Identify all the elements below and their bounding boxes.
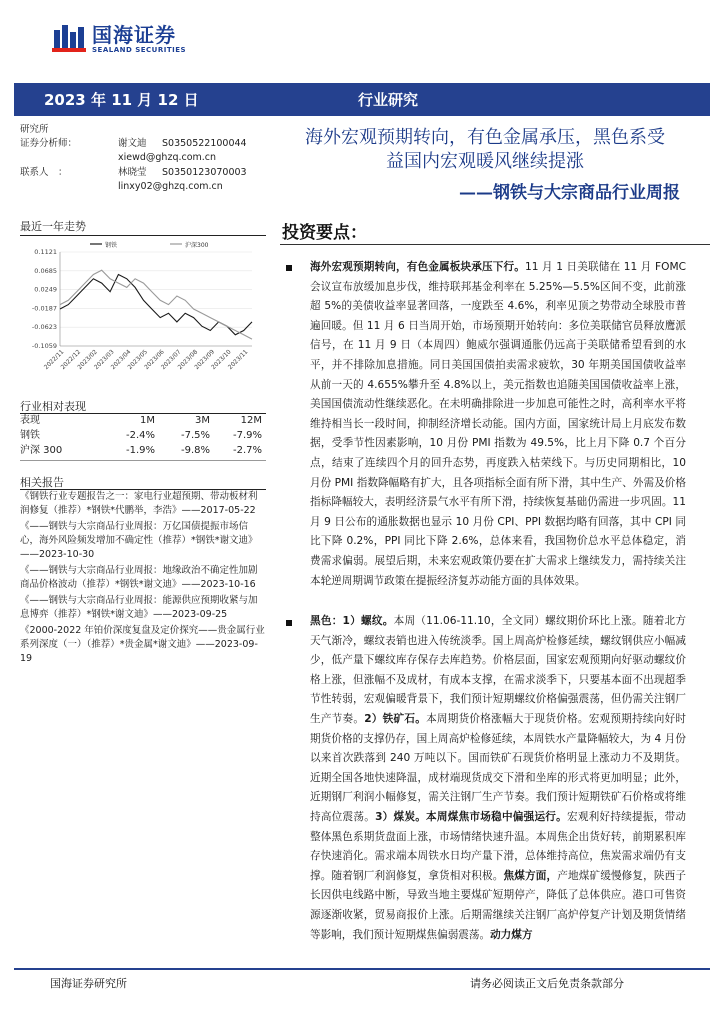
x-tick-label: 2023/08 — [176, 348, 200, 372]
perf-cell: -7.5% — [180, 430, 210, 441]
y-tick-label: 0.0249 — [34, 285, 57, 294]
perf-header-row — [20, 413, 266, 428]
x-tick-label: 2023/06 — [143, 348, 166, 372]
x-tick-label: 2023/05 — [126, 348, 150, 372]
x-tick-label: 2023/04 — [109, 348, 133, 372]
logo-cn-text: 国海证券 — [92, 22, 176, 47]
perf-cell: -7.9% — [232, 430, 262, 441]
company-logo — [52, 22, 186, 56]
trend-label: 最近一年走势 — [20, 220, 86, 233]
series-line-steel — [60, 275, 252, 335]
perf-cell: 沪深 300 — [20, 445, 63, 456]
bullet-icon — [286, 620, 292, 626]
analyst-name: 谢文迪 — [118, 138, 147, 149]
perf-row-steel — [20, 428, 266, 443]
report-subtitle: ——钢铁与大宗商品行业周报 — [459, 183, 680, 203]
y-tick-label: 0.1121 — [34, 248, 57, 256]
header-band — [14, 83, 710, 116]
y-tick-label: -0.0623 — [31, 323, 57, 332]
perf-header-cell: 表现 — [20, 415, 40, 426]
reports-label: 相关报告 — [20, 476, 64, 489]
report-date: 2023 年 11 月 12 日 — [44, 91, 199, 109]
y-tick-label: -0.0187 — [31, 304, 57, 313]
analyst-email[interactable]: xiewd@ghzq.com.cn — [118, 152, 217, 163]
perf-row-csi300 — [20, 443, 266, 458]
key-point-body: 本周期货价格涨幅大于现货价格。宏观预期持续向好时期货价格的支撑仍存，国上周高炉检修延续，本周铁水产量降幅较大，为 4 月份以来首次跌落到 240 万吨以下。国而铁矿石现货价格明显上涨动力不及期货。近期全国各地快速降温，成材端现货成交下滑和坐库的形式将更加明显；此外，近期钢厂利润小幅修复，需关注钢厂生产节奏。我们预计短期铁矿石价格或将维持高位震荡。 — [310, 712, 687, 823]
footer-divider — [14, 968, 710, 970]
logo-en-text: SEALAND SECURITIES — [92, 45, 187, 54]
report-category: 行业研究 — [358, 91, 419, 109]
footer-institute: 国海证券研究所 — [50, 977, 127, 990]
report-link[interactable]: 《——钢铁与大宗商品行业周报：万亿国债提振市场信心，海外风险频发增加不确定性（推荐）*钢铁*谢文迪》——2023-10-30 — [20, 521, 258, 560]
key-point-body: 11 月 1 日美联储在 11 月 FOMC 会议宣布放缓加息步伐，维持联邦基金利率在 5.25%—5.5%区间不变，此前涨超 5%的美债收益率显著回落，一度跌至 4.6%，利率见顶之势带动全球股市普遍回暖。但 11 月 6 日当周开始，市场预期开始转向：多位美联储官员释放鹰派信号，在 11 月 9 日（本周四）鲍威尔强调通胀仍远高于美联储希望看到的水平，并不排除加息措施。同日美国国债拍卖需求疲软，30 年期美国国债收益率从前一天的 4.655%攀升至 4.8%以上，美元指数也追随美国国债收益率上涨，美国国债流动性继续恶化。在未明确排除进一步加息可能性之时，高利率水平将维持相当长一段时间，抑制经济增长动能。国内方面，国家统计局上月底发布数据，受季节性因素影响，10 月份 PMI 指数为 49.5%，比上月下降 0.7 个百分点，结束了连续四个月的回升态势，再度跌入枯荣线下。与历史同期相比，10 月份 PMI 指数降幅略有扩大，且各项指标全面有所下滑，其中生产、外需及价格指标降幅较大，表明经济景气水平有所下滑，持续恢复基础仍需进一步巩固。11 月 9 日公布的通胀数据也显示 10 月份 CPI、PPI 数据均略有回落，其中 CPI 同比下降 0.2%，PPI 同比下降 2.6%，总体来看，我国物价总水平总体稳定，消费需求偏弱。展望后期，未来宏观政策仍要在扩大需求上继续发力，需持续关注本轮逆周期调节政策在提振经济复苏动能方面的具体效果。 — [310, 261, 687, 587]
y-tick-label: -0.1059 — [31, 342, 57, 350]
key-point-heading: 动力煤方 — [490, 928, 533, 941]
perf-cell: 钢铁 — [20, 430, 40, 441]
report-title — [270, 126, 700, 174]
perf-cell: -1.9% — [125, 445, 155, 456]
legend-label: 钢铁 — [105, 242, 118, 249]
trend-divider — [20, 235, 266, 236]
y-tick-label: 0.0685 — [34, 266, 57, 275]
title-line-1: 海外宏观预期转向，有色金属承压，黑色系受 — [305, 127, 665, 148]
key-points-divider — [280, 244, 710, 245]
analyst-cert: S0350522100044 — [162, 138, 247, 149]
key-point-heading: 黑色：1）螺纹。 — [310, 615, 394, 627]
key-point-heading: 海外宏观预期转向，有色金属板块承压下行。 — [310, 261, 525, 273]
report-link[interactable]: 《——钢铁与大宗商品行业周报：能源供应预期收紧与加息博弈（推荐）*钢铁*谢文迪》——2023-09-25 — [20, 595, 258, 620]
contact-email[interactable]: linxy02@ghzq.com.cn — [118, 181, 223, 192]
series-line-csi300 — [60, 270, 252, 339]
x-tick-label: 2023/02 — [76, 348, 99, 372]
perf-cell: -2.7% — [232, 445, 262, 456]
contact-role: 联系人 ： — [20, 167, 68, 178]
perf-header-cell: 3M — [195, 415, 210, 426]
report-link[interactable]: 《钢铁行业专题报告之一：家电行业超预期、带动板材利润修复（推荐）*钢铁*代鹏举，李浩》——2017-05-22 — [20, 491, 258, 516]
contact-cert: S0350123070003 — [162, 167, 247, 178]
perf-cell: -9.8% — [180, 445, 210, 456]
x-tick-label: 2023/10 — [210, 348, 233, 372]
key-point-heading: 3）煤炭。本周煤焦市场稳中偏强运行。 — [375, 810, 567, 823]
x-tick-label: 2022/12 — [59, 348, 83, 372]
perf-table — [20, 413, 266, 458]
key-point-body: 产地煤矿缓慢修复，陕西子长因供电线路中断，导致当地主要煤矿短期停产，降低了总体供应。港口可售资源逐渐收紧，贸易商报价上涨。后期需继续关注钢厂高炉停复产计划及期货情绪等影响，我们预计短期煤焦偏弱震荡。 — [310, 869, 687, 941]
key-point-macro — [310, 258, 686, 591]
x-tick-label: 2023/07 — [159, 348, 183, 372]
x-tick-label: 2023/11 — [226, 348, 250, 372]
title-line-2: 益国内宏观暖风继续提涨 — [386, 151, 584, 172]
logo-mark-icon — [52, 22, 86, 56]
institute-label: 研究所 — [20, 124, 49, 135]
bullet-icon — [286, 265, 292, 271]
related-reports-list — [20, 490, 266, 668]
contact-name: 林晓莹 — [118, 167, 147, 178]
perf-header-cell: 1M — [140, 415, 155, 426]
trend-chart — [20, 238, 266, 388]
key-point-body: 本周（11.06-11.10，全文同）螺纹期价环比上涨。随着北方天气渐冷，螺纹表销也进入传统淡季。国上周高炉检修延续，螺纹钢供应小幅减少，低产量下螺纹库存保存去库趋势。价格层面，国家宏观预期向好驱动螺纹价格上涨，但涨幅不及成材，有成本支撑，在需求淡季下，只要基本面不出现超季节性转弱，宏观偏暖背景下，我们预计短期螺纹价格偏强震荡，但仍需关注钢厂生产节奏。 — [310, 615, 686, 725]
x-tick-label: 2023/09 — [193, 348, 216, 372]
footer-disclaimer: 请务必阅读正文后免责条款部分 — [470, 977, 624, 990]
x-tick-label: 2023/03 — [93, 348, 116, 372]
report-link[interactable]: 《——钢铁与大宗商品行业周报：地缘政治不确定性加剧商品价格波动（推荐）*钢铁*谢文迪》——2023-10-16 — [20, 565, 258, 590]
perf-header-cell: 12M — [240, 415, 262, 426]
key-point-body: 宏观利好持续提振，带动整体黑色系期货盘面上涨，市场情绪快速升温。本周焦企出货好转，前期累积库存快速消化。需求端本周铁水日均产量下滑，总体维持高位，焦炭需求端仍有支撑。随着钢厂利润修复，拿货相对积极。 — [310, 810, 687, 882]
legend-label: 沪深300 — [185, 242, 209, 249]
perf-label: 行业相对表现 — [20, 400, 86, 413]
key-point-heading: 2）铁矿石。 — [364, 712, 427, 725]
x-tick-label: 2022/11 — [42, 348, 66, 372]
analyst-role: 证券分析师： — [20, 138, 78, 149]
key-point-ferrous — [310, 612, 686, 945]
perf-divider-bottom — [20, 460, 266, 461]
report-link[interactable]: 《2000-2022 年铂价深度复盘及定价探究——贵金属行业系列深度（一）（推荐）*贵金属*谢文迪》——2023-09-19 — [20, 625, 265, 664]
key-point-heading: 焦煤方面， — [503, 869, 558, 882]
key-points-title: 投资要点： — [282, 223, 367, 243]
perf-cell: -2.4% — [125, 430, 155, 441]
